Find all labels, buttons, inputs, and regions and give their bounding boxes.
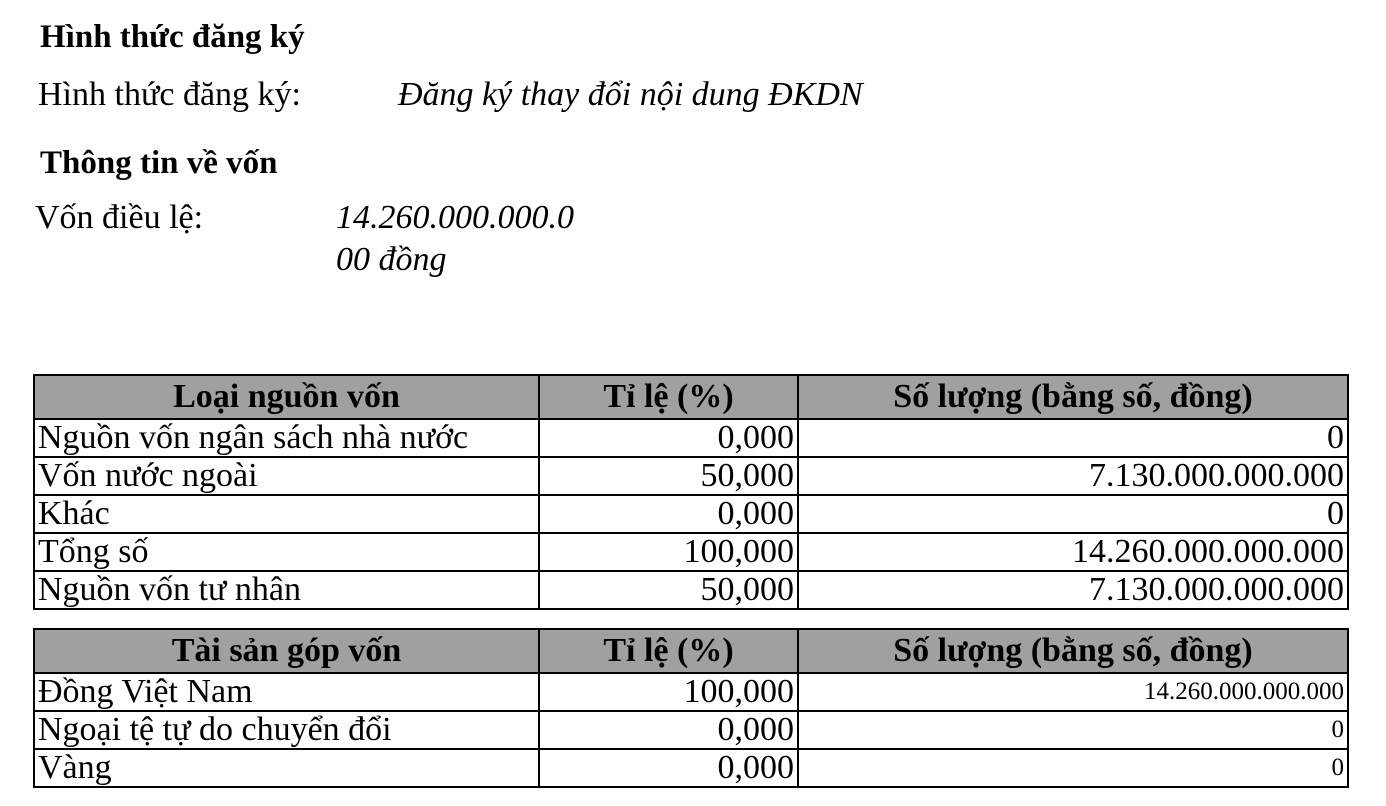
ratio-cell: 0,000 [539, 749, 798, 787]
source-type-cell: Nguồn vốn ngân sách nhà nước [34, 419, 539, 457]
source-type-cell: Khác [34, 495, 539, 533]
column-header: Số lượng (bằng số, đồng) [798, 629, 1348, 673]
table-row [34, 571, 1348, 609]
charter-capital-value-line2: 00 đồng [336, 241, 447, 278]
amount-cell: 0 [798, 749, 1348, 787]
registration-value: Đăng ký thay đổi nội dung ĐKDN [398, 76, 863, 113]
table-row [34, 749, 1348, 787]
table-row [34, 419, 1348, 457]
amount-cell: 0 [798, 495, 1348, 533]
capital-assets-table [33, 628, 1349, 788]
source-type-cell: Nguồn vốn tư nhân [34, 571, 539, 609]
registration-label: Hình thức đăng ký: [38, 76, 302, 113]
table-row [34, 533, 1348, 571]
table-header-row [34, 375, 1348, 419]
column-header: Tỉ lệ (%) [539, 375, 798, 419]
charter-capital-label: Vốn điều lệ: [35, 199, 204, 236]
table-row [34, 457, 1348, 495]
ratio-cell: 50,000 [539, 457, 798, 495]
asset-type-cell: Vàng [34, 749, 539, 787]
amount-cell: 7.130.000.000.000 [798, 457, 1348, 495]
asset-type-cell: Ngoại tệ tự do chuyển đổi [34, 711, 539, 749]
ratio-cell: 0,000 [539, 495, 798, 533]
asset-type-cell: Đồng Việt Nam [34, 673, 539, 711]
source-type-cell: Vốn nước ngoài [34, 457, 539, 495]
column-header: Số lượng (bằng số, đồng) [798, 375, 1348, 419]
ratio-cell: 0,000 [539, 419, 798, 457]
amount-cell: 14.260.000.000.000 [798, 673, 1348, 711]
charter-capital-value-line1: 14.260.000.000.0 [336, 199, 574, 236]
amount-cell: 0 [798, 419, 1348, 457]
amount-cell: 0 [798, 711, 1348, 749]
ratio-cell: 50,000 [539, 571, 798, 609]
ratio-cell: 0,000 [539, 711, 798, 749]
ratio-cell: 100,000 [539, 533, 798, 571]
table-row [34, 495, 1348, 533]
column-header: Tài sản góp vốn [34, 629, 539, 673]
table-row [34, 711, 1348, 749]
capital-sources-table [33, 374, 1349, 610]
column-header: Tỉ lệ (%) [539, 629, 798, 673]
source-type-cell: Tổng số [34, 533, 539, 571]
column-header: Loại nguồn vốn [34, 375, 539, 419]
table-row [34, 673, 1348, 711]
ratio-cell: 100,000 [539, 673, 798, 711]
amount-cell: 7.130.000.000.000 [798, 571, 1348, 609]
capital-heading: Thông tin về vốn [40, 145, 278, 181]
registration-heading: Hình thức đăng ký [40, 19, 305, 55]
table-header-row [34, 629, 1348, 673]
amount-cell: 14.260.000.000.000 [798, 533, 1348, 571]
